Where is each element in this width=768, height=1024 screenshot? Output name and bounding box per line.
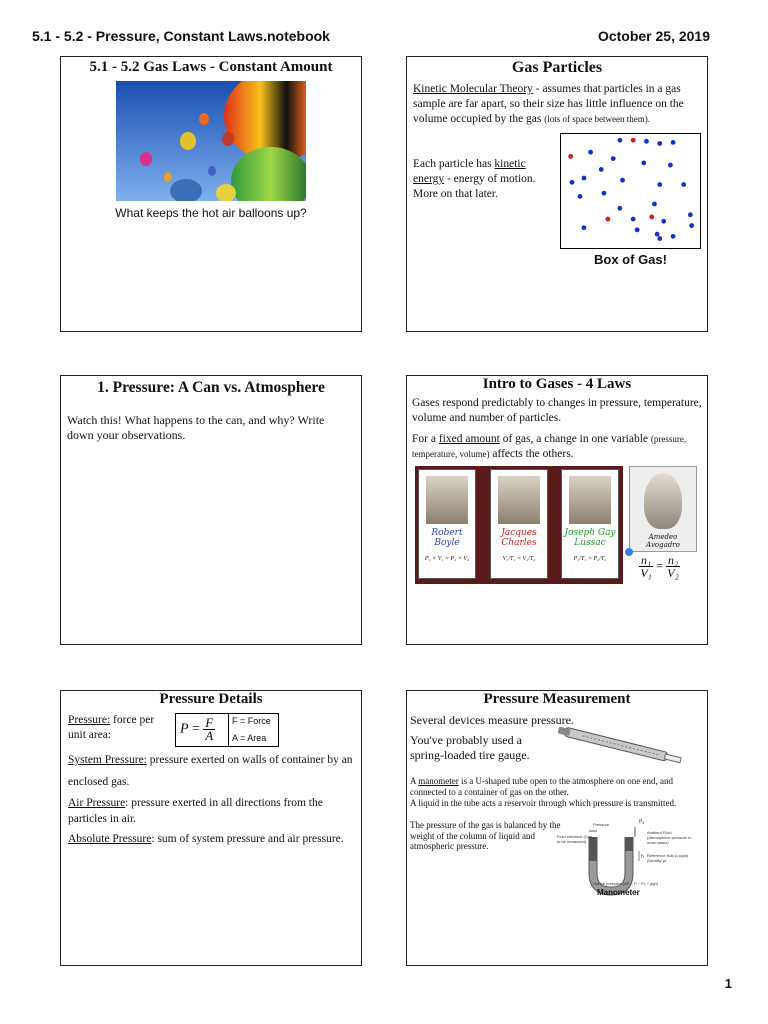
equals-sign: = xyxy=(656,558,663,573)
avogadro-signature: Amedeo Avogadro xyxy=(646,533,680,549)
absolute-pressure-def: : sum of system pressure and air pressure. xyxy=(151,833,344,845)
legend-area: A = Area xyxy=(232,733,267,743)
blue-particle xyxy=(652,202,657,207)
blue-particle xyxy=(582,225,587,230)
for-end: affects the others. xyxy=(489,448,574,460)
avogadro-v1: V₁ xyxy=(640,566,652,580)
charles-photo xyxy=(498,476,540,524)
ke-pre: Each particle has xyxy=(413,158,495,170)
formula-f: F xyxy=(205,715,214,730)
manometer-labels xyxy=(407,691,708,966)
slide-intro-gases xyxy=(406,375,708,645)
kmt-term: Kinetic Molecular Theory xyxy=(413,83,533,95)
manometer-diagram xyxy=(547,821,697,901)
label-patm: Pₐ xyxy=(639,819,645,825)
air-pressure-def: : pressure exerted in all directions from the particles in air. xyxy=(68,797,323,825)
blue-particle xyxy=(599,167,604,172)
system-pressure-def: pressure exerted on walls of container by an enclosed gas. xyxy=(68,754,353,788)
devices-line: Several devices measure pressure. xyxy=(410,713,574,727)
for-mid: of gas, a change in one variable xyxy=(499,433,651,445)
pressure-definition xyxy=(68,713,158,743)
variables-note: (pressure, temperature, volume) xyxy=(412,434,687,459)
gay-lussac-name: Joseph Gay Lussac xyxy=(564,528,616,548)
red-particle xyxy=(649,215,654,220)
gases-intro-text: Gases respond predictably to changes in pressure, temperature, volume and number of particles. xyxy=(412,397,702,424)
blue-particle xyxy=(588,150,593,155)
system-pressure-term: System Pressure: xyxy=(68,754,147,766)
pressure-balance-text: The pressure of the gas is balanced by the weight of the column of liquid and atmospheric pressure. xyxy=(410,820,561,851)
avogadro-equation xyxy=(639,554,680,579)
slide-title: Intro to Gases - 4 Laws xyxy=(482,376,632,392)
ke-term: kinetic energy xyxy=(413,158,526,185)
gas-law-scientists-panel xyxy=(415,466,623,584)
pressure-term: Pressure: xyxy=(68,714,111,726)
slide-pressure-details xyxy=(60,690,362,966)
charles-equation: V₁/T₁ = V₂/T₂ xyxy=(502,556,536,562)
boyle-name: Robert Boyle xyxy=(431,528,463,548)
red-particle xyxy=(631,138,636,143)
avogadro-n1: n₁ xyxy=(641,553,652,567)
fixed-amount-term: fixed amount xyxy=(438,433,500,445)
hot-air-balloons-photo xyxy=(116,81,306,201)
absolute-pressure-text xyxy=(68,832,353,847)
slide-title: Gas Particles xyxy=(511,59,603,76)
boyle-equation: P₁ × V₁ = P₂ × V₂ xyxy=(424,556,470,562)
label-h: h xyxy=(641,854,644,860)
fixed-amount-text xyxy=(412,432,704,462)
label-reference-fluid: Reference fluid (Liquid) (Density ρ) xyxy=(647,853,689,863)
blue-particle xyxy=(635,227,640,232)
blue-particle xyxy=(631,217,636,222)
tire-gauge-image xyxy=(551,727,691,767)
slide-title: 5.1 - 5.2 Gas Laws - Constant Amount xyxy=(89,59,333,75)
blue-particle xyxy=(671,234,676,239)
kmt-paragraph xyxy=(413,82,703,127)
kmt-text: - assumes that particles in a gas sample are far apart, so their size has little influence on the volume occupied by the gas xyxy=(413,83,684,125)
portrait-gay-lussac xyxy=(561,469,619,579)
slide-pressure-can xyxy=(60,375,362,645)
gay-lussac-equation: P₁/T₁ = P₂/T₂ xyxy=(573,556,607,562)
slide-title: 1. Pressure: A Can vs. Atmosphere xyxy=(97,379,325,396)
blue-particle xyxy=(657,182,662,187)
blue-particle xyxy=(657,236,662,241)
portrait-boyle xyxy=(418,469,476,579)
portrait-charles xyxy=(490,469,548,579)
slide-title: Pressure Details xyxy=(159,691,263,707)
legend-force: F = Force xyxy=(232,716,271,726)
boyle-photo xyxy=(426,476,468,524)
blue-particle xyxy=(655,232,660,237)
blue-particle xyxy=(641,161,646,166)
manometer-definition xyxy=(410,776,702,797)
air-pressure-text xyxy=(68,795,353,827)
kinetic-energy-paragraph xyxy=(413,157,559,202)
blue-particle xyxy=(611,156,616,161)
gay-lussac-photo xyxy=(569,476,611,524)
manometer-caption: Manometer xyxy=(597,888,640,897)
pressure-formula xyxy=(180,717,215,742)
page-number: 1 xyxy=(724,976,732,991)
blue-particle xyxy=(689,223,694,228)
blue-particle xyxy=(582,176,587,181)
slide-gas-laws-intro xyxy=(60,56,362,332)
slide-title: Pressure Measurement xyxy=(483,691,631,707)
label-pressure: Pressure xyxy=(593,822,610,827)
kmt-small-note: (lots of space between them). xyxy=(544,114,650,124)
blue-particle xyxy=(657,141,662,146)
formula-equals: = xyxy=(191,721,200,737)
avogadro-v2: V₂ xyxy=(667,566,679,580)
blue-particle xyxy=(578,194,583,199)
system-pressure-text xyxy=(68,749,353,793)
for-pre: For a xyxy=(412,433,439,445)
document-date: October 25, 2019 xyxy=(597,28,710,44)
blue-particle xyxy=(570,180,575,185)
blue-particle xyxy=(620,178,625,183)
blue-particle xyxy=(617,206,622,211)
pressure-def: force per unit area: xyxy=(68,714,155,741)
label-gauge-pressure: Gauge pressure (ΔP = P − P₀ = ρgh) xyxy=(593,881,659,886)
blue-particle xyxy=(644,139,649,144)
blue-particle xyxy=(602,191,607,196)
tire-gauge-line: You've probably used a spring-loaded tire gauge. xyxy=(410,733,530,762)
liquid-reservoir-text: A liquid in the tube acts a reservoir through which pressure is transmitted. xyxy=(410,798,677,808)
mano-text: is a U-shaped tube open to the atmosphere on one end, and connected to a container of gas on the other. xyxy=(410,776,673,797)
blue-dot-icon xyxy=(625,548,633,556)
gas-particle-box xyxy=(560,133,701,249)
blue-particle xyxy=(671,140,676,145)
mano-pre: A xyxy=(410,776,419,786)
red-particle xyxy=(605,217,610,222)
blue-particle xyxy=(617,138,622,143)
ke-text: - energy of motion. More on that later. xyxy=(413,173,536,200)
red-particle xyxy=(568,154,573,159)
formula-a: A xyxy=(205,728,214,743)
charles-name: Jacques Charles xyxy=(501,528,537,548)
box-of-gas-label: Box of Gas! xyxy=(594,252,667,267)
avogadro-n2: n₂ xyxy=(667,553,679,567)
can-instructions: Watch this! What happens to the can, and why? Write down your observations. xyxy=(67,413,325,442)
label-fluid-entrance: Fluid entrance (Gas to be measured) xyxy=(557,834,593,844)
slide-gas-particles xyxy=(406,56,708,332)
blue-particle xyxy=(661,219,666,224)
formula-p: P xyxy=(180,721,189,737)
air-pressure-term: Air Pressure xyxy=(68,797,126,809)
pressure-formula-box xyxy=(175,713,279,747)
blue-particle xyxy=(668,163,673,168)
slide-pressure-measurement xyxy=(406,690,708,966)
formula-divider xyxy=(228,714,229,746)
absolute-pressure-term: Absolute Pressure xyxy=(68,833,152,845)
blue-particle xyxy=(688,212,693,217)
avogadro-portrait xyxy=(629,466,697,552)
avogadro-photo xyxy=(644,473,682,529)
label-ambient-fluid: Ambient Fluid (Atmospheric pressure in most cases) xyxy=(647,830,692,845)
balloon-caption: What keeps the hot air balloons up? xyxy=(115,206,307,220)
blue-particle xyxy=(681,182,686,187)
manometer-term: manometer xyxy=(418,776,459,786)
document-title: 5.1 - 5.2 - Pressure, Constant Laws.notebook xyxy=(32,28,330,44)
